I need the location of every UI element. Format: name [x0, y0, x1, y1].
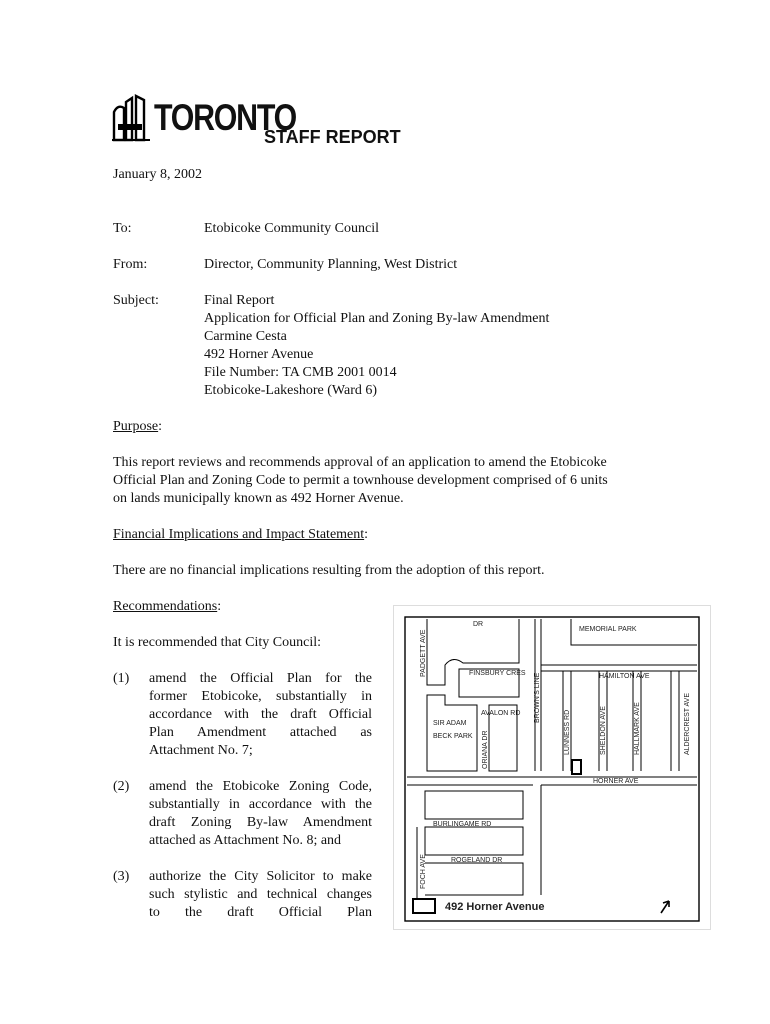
- recommendations-intro: It is recommended that City Council:: [113, 635, 322, 650]
- report-date: January 8, 2002: [113, 167, 203, 182]
- map-label-rogeland-dr: ROGELAND DR: [451, 857, 503, 864]
- recommendation-line: Plan Amendment attached as: [149, 725, 372, 740]
- map-label-lunness-rd: LUNNESS RD: [564, 709, 571, 755]
- subject-label: Subject:: [113, 293, 159, 308]
- map-label-memorial-park: MEMORIAL PARK: [579, 626, 637, 633]
- recommendation-number: (3): [113, 869, 130, 884]
- map-legend-label: 492 Horner Avenue: [445, 901, 545, 913]
- subject-line: Etobicoke-Lakeshore (Ward 6): [204, 383, 378, 398]
- subject-line: Carmine Cesta: [204, 329, 287, 344]
- recommendation-line: amend the Official Plan for the: [149, 671, 372, 686]
- recommendation-line: authorize the City Solicitor to make: [149, 869, 372, 884]
- recommendation-line: to the draft Official Plan: [149, 905, 372, 920]
- legend-swatch: [413, 899, 435, 913]
- recommendation-line: attached as Attachment No. 8; and: [149, 833, 342, 848]
- purpose-line: This report reviews and recommends approval of an application to amend the Etobicoke: [113, 455, 607, 470]
- subject-site-marker: [572, 760, 581, 774]
- map-label-oriana-dr: ORIANA DR: [482, 730, 489, 769]
- map-label-dr: DR: [473, 621, 484, 628]
- recommendation-line: substantially in accordance with the: [149, 797, 372, 812]
- map-label-browns-line: BROWN'S LINE: [534, 672, 541, 723]
- logo-wordmark: TORONTO: [154, 97, 296, 138]
- recommendation-number: (2): [113, 779, 130, 794]
- recommendations-heading: Recommendations:: [113, 599, 222, 614]
- subject-line: Application for Official Plan and Zoning By-law Amendment: [204, 311, 550, 326]
- recommendation-line: such stylistic and technical changes: [149, 887, 372, 902]
- from-value: Director, Community Planning, West District: [204, 257, 458, 272]
- to-value: Etobicoke Community Council: [204, 221, 379, 236]
- map-label-sir-adam: SIR ADAM: [433, 720, 467, 727]
- subject-line: 492 Horner Avenue: [204, 347, 314, 362]
- report-type-title: STAFF REPORT: [264, 127, 401, 147]
- purpose-line: on lands municipally known as 492 Horner Avenue.: [113, 491, 404, 506]
- map-label-burlingame-rd: BURLINGAME RD: [433, 821, 492, 828]
- map-label-sheldon-ave: SHELDON AVE: [600, 706, 607, 755]
- street-map-graphic: [393, 605, 711, 930]
- from-label: From:: [113, 257, 148, 272]
- map-label-aldercrest-ave: ALDERCREST AVE: [684, 693, 691, 755]
- map-label-foch-ave: FOCH AVE: [420, 854, 427, 889]
- map-label-beck-park: BECK PARK: [433, 733, 473, 740]
- map-label-horner-ave: HORNER AVE: [593, 778, 639, 785]
- subject-line: Final Report: [204, 293, 275, 308]
- map-label-finsbury-cres: FINSBURY CRES: [469, 670, 526, 677]
- recommendation-line: former Etobicoke, substantially in: [149, 689, 372, 704]
- city-hall-icon: [112, 94, 152, 142]
- subject-line: File Number: TA CMB 2001 0014: [204, 365, 397, 380]
- recommendation-number: (1): [113, 671, 130, 686]
- recommendation-line: Attachment No. 7;: [149, 743, 253, 758]
- map-label-hallmark-ave: HALLMARK AVE: [634, 702, 641, 755]
- recommendation-line: amend the Etobicoke Zoning Code,: [149, 779, 372, 794]
- financial-heading: Financial Implications and Impact Statement:: [113, 527, 369, 542]
- financial-text: There are no financial implications resulting from the adoption of this report.: [113, 563, 545, 578]
- map-label-padgett-ave: PADGETT AVE: [420, 629, 427, 677]
- recommendation-line: draft Zoning By-law Amendment: [149, 815, 372, 830]
- map-label-avalon-rd: AVALON RD: [481, 710, 521, 717]
- recommendation-line: accordance with the draft Official: [149, 707, 372, 722]
- location-map: [393, 605, 711, 930]
- purpose-line: Official Plan and Zoning Code to permit a townhouse development comprised of 6 units: [113, 473, 608, 488]
- to-label: To:: [113, 221, 132, 236]
- purpose-heading: Purpose:: [113, 419, 163, 434]
- toronto-logo: [112, 94, 296, 142]
- map-label-hamilton-ave: HAMILTON AVE: [599, 673, 650, 680]
